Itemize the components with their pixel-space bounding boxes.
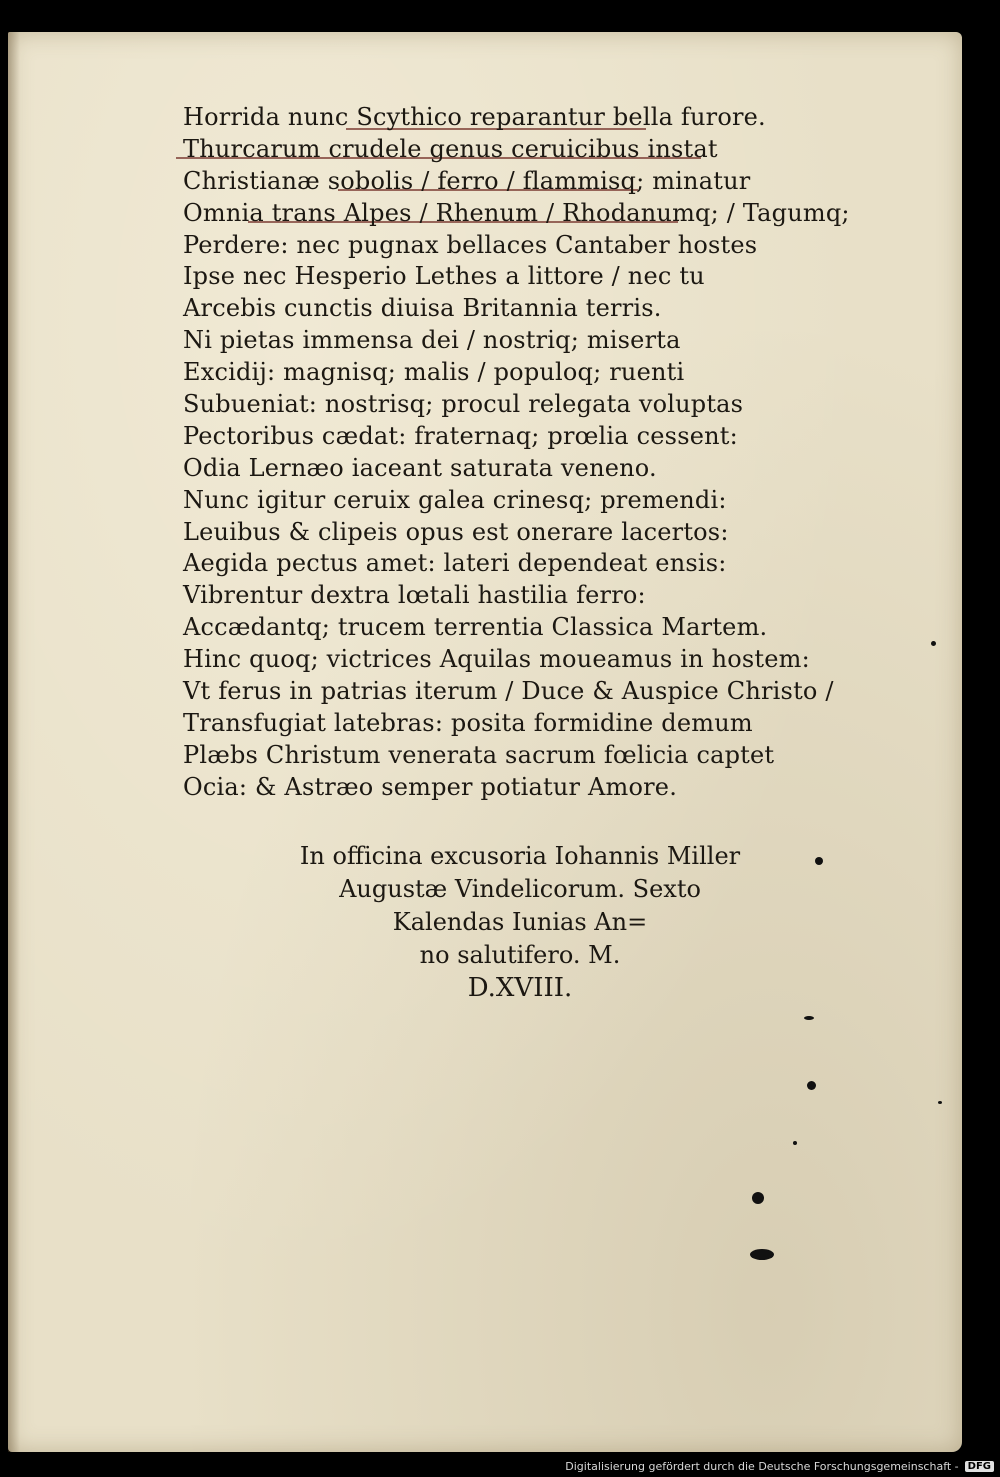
verse-line: Accædantq; trucem terrentia Classica Martem. <box>183 613 768 642</box>
verse-line: Vibrentur dextra lœtali hastilia ferro: <box>183 581 646 610</box>
verse-line: Pectoribus cædat: fraternaq; prœlia cessent: <box>183 421 738 450</box>
verse-line: Horrida nunc Scythico reparantur bella furore. <box>183 103 766 131</box>
verse-line: Aegida pectus amet: lateri dependeat ensis: <box>183 549 727 578</box>
colophon-line: Augustæ Vindelicorum. Sexto <box>339 875 701 903</box>
ink-spot <box>750 1249 774 1260</box>
verse-line: Omnia trans Alpes / Rhenum / Rhodanumq; / Tagumq; <box>183 198 850 227</box>
ink-spot <box>938 1101 942 1104</box>
verse-line: Transfugiat latebras: posita formidine demum <box>183 708 753 737</box>
verse-line: Ipse nec Hesperio Lethes a littore / nec tu <box>183 262 705 291</box>
ink-spot <box>931 641 936 646</box>
verse-line: Ni pietas immensa dei / nostriq; miserta <box>183 326 681 355</box>
ink-spot <box>815 857 823 865</box>
ink-spot <box>804 1016 814 1020</box>
verse-line: Subueniat: nostrisq; procul relegata voluptas <box>183 390 744 419</box>
verse-line: Thurcarum crudele genus ceruicibus instat <box>183 134 718 163</box>
verse-line: Odia Lernæo iaceant saturata veneno. <box>183 453 657 482</box>
ink-spot <box>752 1192 764 1204</box>
verse-line: Leuibus & clipeis opus est onerare lacertos: <box>183 517 729 546</box>
verse-line: Vt ferus in patrias iterum / Duce & Auspice Christo / <box>183 677 834 706</box>
credit-text: Digitalisierung gefördert durch die Deutsche Forschungsgemeinschaft - <box>565 1460 959 1473</box>
colophon-date: D.XVIII. <box>467 973 573 1003</box>
page-edge-shadow <box>8 32 20 1452</box>
verse-line: Excidij: magnisq; malis / populoq; ruenti <box>183 358 685 387</box>
ink-spot <box>807 1081 816 1090</box>
verse-line: Plæbs Christum venerata sacrum fœlicia captet <box>183 740 775 769</box>
colophon-line: In officina excusoria Iohannis Miller <box>299 842 741 870</box>
dfg-logo-icon: DFG <box>965 1461 994 1472</box>
colophon-block <box>260 840 780 1005</box>
verse-line: Nunc igitur ceruix galea crinesq; premendi: <box>183 485 727 514</box>
verse-line: Ocia: & Astræo semper potiatur Amore. <box>183 772 678 801</box>
verse-line: Hinc quoq; victrices Aquilas moueamus in hostem: <box>183 645 810 674</box>
ink-spot <box>793 1141 797 1145</box>
verse-line: Arcebis cunctis diuisa Britannia terris. <box>183 294 662 323</box>
verse-line: Perdere: nec pugnax bellaces Cantaber hostes <box>183 230 758 259</box>
verse-block <box>183 102 863 804</box>
colophon-line: Kalendas Iunias An= <box>392 908 648 936</box>
verse-line: Christianæ sobolis / ferro / flammisq; minatur <box>183 166 751 195</box>
digitization-credit <box>565 1460 994 1473</box>
colophon-line: no salutifero. M. <box>419 941 621 969</box>
